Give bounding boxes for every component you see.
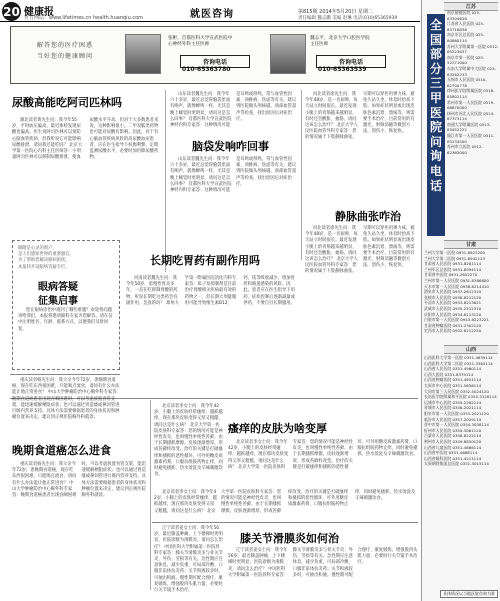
slogan-line-1: 解答您的医疗困惑 xyxy=(36,42,93,49)
list-item: 甘肃省人民医院 0931-8281114 xyxy=(424,261,482,267)
list-item: 长治医学院附属和平医院 0355-3128114 xyxy=(424,394,497,400)
issue-info: 第815期 2014年5月20日 星期二 xyxy=(298,9,373,15)
list-item: 兰州军区总医院 0931-8994114 xyxy=(424,266,482,272)
list-item: 苏州市立医院 0512-62362000 xyxy=(447,144,483,155)
sidebar-title: 全国部分三甲医院问询电话 xyxy=(427,14,445,236)
list-item: 镇江市第一人民医院 0511-85234500 xyxy=(447,133,495,144)
list-item: 苏州大学附属第一医院 0512-65223637 xyxy=(447,43,499,55)
a7-text-cont: 辽宁读者姜女士问：我今年56岁，最近膝盖肿痛，上下楼梯时更明显，医院诊断为滑膜炎，请问怎么治疗？ 中国医科大学附属第一医院骨科专家答：膝关节滑膜炎多与骨关节炎、外伤、劳损等有关。急性期应注意休息，减少负重，可局部冷敷、口服非甾体抗炎药；关节积液较多时，可抽出积液。慢性期可配合理疗、康复锻炼，增强股四头肌力量，必要时行关节镜手术治疗。 xyxy=(228,548,418,578)
a6-text-cont: 北京读者李女士问：我今年42岁，小腿上的皮肤经常瘙痒，越抓越痒，现在那块皮肤变得又厚又粗糙，请问这是什么病？ 北京大学第一医院皮肤科专家答：您的情况可能是神经性皮炎，也叫慢性单纯性苔藓。由于长期搔抓摩擦，皮肤逐渐增厚，形成苔藓样改变。治疗的关键是打破瘙痒和搔抓的恶性循环，可外用糖皮质激素药膏，口服抗组胺药物止痒，同时避免搔抓、热水烫洗及辛辣刺激饮食。 xyxy=(154,490,416,514)
section-title: 就医咨询 xyxy=(190,9,234,20)
list-item: 兰州大学第二医院 0931-8942123 xyxy=(424,255,485,261)
region-header-shanxi: 山西 xyxy=(444,345,498,354)
a7-body xyxy=(228,548,418,588)
a5-body-top xyxy=(12,378,122,438)
list-item: 山西大医院 0351-8379114 xyxy=(424,371,474,377)
banner-slogan xyxy=(25,40,105,62)
a3-text: 河北读者徐先生问：我今年48岁，是一名厨师，每天站立时间很长。最近发现小腿上的青筋越来越明显，有时还会酸胀、抽筋，请问这该怎么治疗？ 北京大学人民医院血管外科专家答：您的情况属于下肢静脉曲张。早期可以穿医用弹力袜，避免久站久坐，休息时抬高下肢。如果症状明显或出现皮肤色素沉着、溃疡等，则需要手术治疗，目前常用的有激光、射频消融等微创方法，创伤小、恢复快。 xyxy=(305,92,415,141)
list-item: 天水市第一人民医院 0938-8214410 xyxy=(424,283,489,289)
list-item: 白银市第一人民医院 0943-8223221 xyxy=(424,317,489,323)
a6-body-right xyxy=(228,440,418,488)
a5-text: 重庆读者杨先生问：我父亲今年72岁，患晚期食道癌，现在吃东西很困难，只能喝点流食，请问有什么办法能让他正常进食？ 中山大学肿瘤防治中心胸外科专家答：晚期食道癌患者出现吞咽困难时，可以考虑放置食管支架，能迅速缓解梗阻症状；也可以通过胃造瘘或鼻饲管进行肠内营养支持。具体方法需要根据患者的身体状况和肿瘤位置来决定，建议到正规医院胸外科就诊。 xyxy=(12,378,121,421)
divider xyxy=(301,90,302,260)
divider xyxy=(165,90,166,272)
notice-line-3: 为了帮助您解决眼病困扰， xyxy=(18,258,70,264)
notice-line-1: 眼睛是心灵的窗户， xyxy=(18,246,57,251)
list-item: 酒泉市人民医院 0937-2612310 xyxy=(424,289,482,295)
a2-title: 脑袋发响咋回事 xyxy=(192,140,269,153)
expert2-photo xyxy=(270,34,306,74)
expert1-phone: 010-65363780 xyxy=(182,66,231,73)
list-item: 徐州医学院附属医院 0516-85802114 xyxy=(447,88,495,99)
a2-text: 山东读者魏先生问：我今年六十多岁，最近总觉得脑袋里面有响声，就像蝉鸣一样，尤其是晚上睡觉时更明显，请问这是怎么回事？ 首都医科大学宣武医院神经内科专家答：这种情况可能是耳鸣或颅鸣，常与血管性因素、颈椎病、焦虑等有关。建议到医院做头颅核磁、颈部血管超声等检查，找出原因后对症治疗。 xyxy=(170,92,297,129)
notice-title1: 眼病答疑 xyxy=(38,282,78,293)
list-item: 张掖市人民医院 0936-8212120 xyxy=(424,294,482,300)
expert1-info xyxy=(168,36,268,48)
list-item: 无锡市人民医院 0510-82700778 xyxy=(447,77,487,88)
expert2-consult: 咨询电话 xyxy=(316,55,386,68)
notice-line-2: 是人们感知世界的重要器官。 xyxy=(18,252,74,258)
a2-intro xyxy=(170,92,298,132)
a6-text-right: 北京读者李女士问：我今年42岁，小腿上的皮肤经常瘙痒，越抓越痒，现在那块皮肤变得又厚又粗糙，请问这是什么病？ 北京大学第一医院皮肤科专家答：您的情况可能是神经性皮炎，也叫慢性单纯性苔藓。由于长期搔抓摩擦，皮肤逐渐增厚，形成苔藓样改变。治疗的关键是打破瘙痒和搔抓的恶性循环，可外用糖皮质激素药膏，口服抗组胺药物止痒，同时避免搔抓、热水烫洗及辛辣刺激饮食。 xyxy=(228,440,418,470)
a1-text: 湖北读者黄先生问：我今年55岁，平时血压偏高，最近体检发现尿酸也偏高。医生说阿司匹林可以预防心脑血管疾病，但我听说它可能影响尿酸排泄，请问我还能吃吗？ 北京大学第一医院心内科主任医师答：小剂量阿司匹林可以抑制尿酸排泄，使血尿酸水平升高，但对于大多数患者来说，这种影响很小。二甲双胍类药物也可能对尿酸有影响。因此，对于有心脑血管疾病风险的高尿酸血症患者，应在医生指导下权衡利弊，定期监测尿酸水平，必要时加用降尿酸药物。 xyxy=(12,118,159,161)
list-item: 南京军区总医院 025-80860114 xyxy=(447,32,485,43)
a5-title: 晚期食道癌怎么进食 xyxy=(12,444,111,457)
region-header-gansu: 甘肃 xyxy=(444,240,498,249)
divider xyxy=(10,374,120,375)
a7-intro xyxy=(154,526,224,594)
paper-name: 健康报 xyxy=(24,7,54,18)
a2-text-cont: 山东读者魏先生问：我今年六十多岁，最近总觉得脑袋里面有响声，就像蝉鸣一样，尤其是晚上睡觉时更明显，请问这是怎么回事？ 首都医科大学宣武医院神经内科专家答：这种情况可能是耳鸣或颅鸣，常与血管性因素、颈椎病、焦虑等有关。建议到医院做头颅核磁、颈部血管超声等检查，找出原因后对症治疗。 xyxy=(170,157,297,194)
notice-intro xyxy=(18,246,116,274)
sidebar-footer: 具体情况以当地医院咨询为准 xyxy=(440,590,498,598)
notice-text: 您在眼病诊治中遇到了哪些难题？欢迎将问题寄给我们，本报将邀请眼科专家为您解答。请在信中注明姓名、年龄、联系方式，以便我们及时回复。 xyxy=(18,308,113,332)
list-item: 山西医科大学第二医院 0351-3365114 xyxy=(424,360,493,366)
list-item: 运城市中心医院 0359-2282114 xyxy=(424,399,482,405)
divider xyxy=(152,522,418,523)
expert1-unit: 心神经外科主任医师 xyxy=(168,42,210,47)
list-item: 江苏省人民医院 025-83718836 xyxy=(447,21,485,32)
divider xyxy=(150,400,151,590)
a3-body xyxy=(305,226,417,394)
expert1-photo xyxy=(125,34,161,74)
a3-body-top xyxy=(305,92,417,200)
list-item: 东南大学附属中大医院 025-83262233 xyxy=(447,65,496,77)
a7-text: 辽宁读者姜女士问：我今年56岁，最近膝盖肿痛，上下楼梯时更明显，医院诊断为滑膜炎，请问怎么治疗？ 中国医科大学附属第一医院骨科专家答：膝关节滑膜炎多与骨关节炎、外伤、劳损等有关。急性期应注意休息，减少负重，可局部冷敷、口服非甾体抗炎药；关节积液较多时，可抽出积液。慢性期可配合理疗、康复锻炼，增强股四头肌力量，必要时行关节镜手术治疗。 xyxy=(154,526,223,594)
list-item: 太原市中心医院 0351-5656114 xyxy=(424,382,482,388)
region-list-shanxi xyxy=(424,355,499,587)
list-item: 山西省儿童医院 0351-4666114 xyxy=(424,444,482,450)
a2-body xyxy=(170,157,298,247)
a1-title: 尿酸高能吃阿司匹林吗 xyxy=(12,96,122,109)
list-item: 临汾市人民医院 0357-2029114 xyxy=(424,416,482,422)
region-header-jiangsu: 江苏 xyxy=(444,2,498,11)
expert1-name: 张彬，首都医科大学宣武医院中 xyxy=(168,36,233,41)
notice-line-4: 本报特开设眼病答疑专栏。 xyxy=(18,264,70,270)
expert2-unit: 主任医师 xyxy=(310,42,329,47)
a6-body xyxy=(154,490,418,520)
list-item: 晋城市人民医院 0356-2021114 xyxy=(424,405,482,411)
list-item: 南通大学附属医院 0513-85052222 xyxy=(447,121,491,133)
list-item: 朔州市人民医院 0349-8850120 xyxy=(424,438,482,444)
a3-title: 静脉曲张咋治 xyxy=(335,210,401,223)
a4-text: 河南读者魏先生问：我今年50岁，患慢性胃炎多年，一直在吃抑制胃酸的药物，听说长期吃这类药会有副作用，是真的吗？ 郑州大学第一附属医院消化内科专家答：质子泵抑制剂是目前治疗胃酸相关疾病最有效的药物之一，但长期大剂量服用可能导致维生素B12、钙、镁等吸收减少，增加骨折和肠道感染的风险。因此，患者应在医生指导下用药，症状控制后逐渐减量或停药，不要自行长期服用。 xyxy=(126,276,295,306)
list-item: 山西省眼科医院 0351-4211114 xyxy=(424,455,482,461)
a6-text: 北京读者李女士问：我今年42岁，小腿上的皮肤经常瘙痒，越抓越痒，现在那块皮肤变得又厚又粗糙，请问这是什么病？ 北京大学第一医院皮肤科专家答：您的情况可能是神经性皮炎，也叫慢性单纯性苔藓。由于长期搔抓摩擦，皮肤逐渐增厚，形成苔藓样改变。治疗的关键是打破瘙痒和搔抓的恶性循环，可外用糖皮质激素药膏，口服抗组胺药物止痒，同时避免搔抓、热水烫洗及辛辣刺激饮食。 xyxy=(154,404,223,478)
a6-intro xyxy=(154,404,224,484)
expert2-name: 魏志平，北京大学口腔医学院 xyxy=(310,36,370,41)
notice-title2: 征集启事 xyxy=(38,296,78,307)
list-item: 常州市第一人民医院 0519-68870000 xyxy=(447,99,495,111)
expert2-phone: 010-65363539 xyxy=(318,66,367,73)
list-item: 山西省中医院 0351-4668114 xyxy=(424,450,478,456)
a4-title: 长期吃胃药有副作用吗 xyxy=(150,254,260,267)
list-item: 甘肃省肿瘤医院 0931-2302120 xyxy=(424,322,482,328)
list-item: 甘肃省中医院 0931-2652270 xyxy=(424,272,478,278)
list-item: 平凉市人民医院 0933-8213621 xyxy=(424,300,482,306)
site-url: 官方网站：www.lifetimes.cn health.huanqiu.com xyxy=(24,15,143,21)
a6-title: 瘙痒的皮肤为啥变厚 xyxy=(228,422,327,435)
list-item: 武威市人民医院 0935-2212310 xyxy=(424,305,482,311)
list-item: 庆阳市人民医院 0934-8213120 xyxy=(424,311,482,317)
list-item: 山西省人民医院 0351-4960114 xyxy=(424,366,482,372)
list-item: 山西医科大学第一医院 0351-4639114 xyxy=(424,355,493,360)
a5-text-cont: 重庆读者杨先生问：我父亲今年72岁，患晚期食道癌，现在吃东西很困难，只能喝点流食，请问有什么办法能让他正常进食？ 中山大学肿瘤防治中心胸外科专家答：晚期食道癌患者出现吞咽困难时，可以考虑放置食管支架，能迅速缓解梗阻症状；也可以通过胃造瘘或鼻饲管进行肠内营养支持。具体方法需要根据患者的身体状况和肿瘤位置来决定，建议到正规医院胸外科就诊。 xyxy=(12,462,146,499)
expert1-consult: 咨询电话 xyxy=(180,55,250,68)
list-item: 兰州大学第一医院 0931-8625200 xyxy=(424,250,485,255)
list-item: 山西省肿瘤医院 0351-4651114 xyxy=(424,377,482,383)
list-item: 兰州市第一人民医院 0931-8386800 xyxy=(424,277,489,283)
editor-info: 责任编辑 魏志鹏 美编 赵琳 电话(010)65365939 xyxy=(298,16,398,21)
slogan-line-2: 当好您的健康顾问 xyxy=(36,53,93,60)
list-item: 阳泉市第一人民医院 0353-2021120 xyxy=(424,410,489,416)
list-item: 太原钢铁集团总医院 0351-3015114 xyxy=(424,461,489,467)
region-list-jiangsu xyxy=(447,10,499,238)
page-number: 20 xyxy=(2,2,21,21)
list-item: 大同市第三人民医院 0352-5024120 xyxy=(424,388,489,394)
a7-title: 膝关节滑膜炎如何治 xyxy=(240,532,339,545)
a5-body xyxy=(12,462,147,587)
list-item: 忻州市人民医院 0350-3061120 xyxy=(424,427,482,433)
list-item: 南京鼓楼医院 025-83304616 xyxy=(447,10,481,21)
expert2-info xyxy=(310,36,410,48)
list-item: 晋中市第一人民医院 0354-3038114 xyxy=(424,422,489,428)
list-item: 扬州市苏北人民医院 0514-87373114 xyxy=(447,110,495,122)
list-item: 定西市人民医院 0932-8212250 xyxy=(424,328,482,334)
notice-body xyxy=(18,308,116,366)
list-item: 南京市第一医院 025-52271000 xyxy=(447,54,485,66)
a4-body xyxy=(126,276,298,396)
a3-text-cont: 河北读者徐先生问：我今年48岁，是一名厨师，每天站立时间很长。最近发现小腿上的青筋越来越明显，有时还会酸胀、抽筋，请问这该怎么治疗？ 北京大学人民医院血管外科专家答：您的情况属于下肢静脉曲张。早期可以穿医用弹力袜，避免久站久坐，休息时抬高下肢。如果症状明显或出现皮肤色素沉着、溃疡等，则需要手术治疗，目前常用的有激光、射频消融等微创方法，创伤小、恢复快。 xyxy=(305,226,415,275)
region-list-gansu xyxy=(424,250,499,342)
list-item: 吕梁市人民医院 0358-8222114 xyxy=(424,433,482,439)
